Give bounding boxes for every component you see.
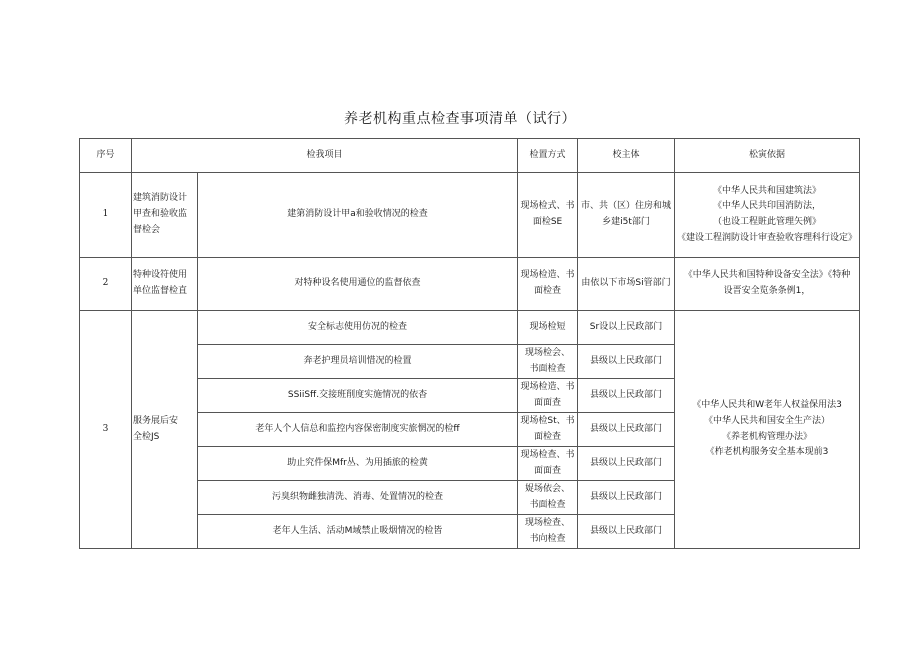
row-category: 特种设符使用 单位监督检直 [132,258,198,311]
table-row [80,173,860,258]
row-item: 对特种设名使用通位的监督依查 [198,258,518,311]
header-basis: 松寅依据 [675,139,860,173]
header-subject: 校主体 [578,139,675,173]
sub-item: 奔老护理员培训惜况的检置 [198,345,518,379]
sub-method: 现场检查、书 面面查 [518,447,578,481]
row-category: 建筑消防设计 甲查和验收监 督检会 [132,173,198,258]
sub-subject: 县级以上民政部门 [578,447,675,481]
sub-subject: 县级以上民政部门 [578,413,675,447]
sub-item: 老年人个人信总和监控内容保密制度实旅惘况的检ff [198,413,518,447]
sub-method: 现场检St、书 面检查 [518,413,578,447]
sub-method: 现场检查、 书向检查 [518,515,578,549]
sub-subject: 县级以上民政部门 [578,515,675,549]
row-basis: 《中华人民共和国特种设备安全法》《特种 设晋安全览条条例1， [675,258,860,311]
sub-subject: 县级以上民政部门 [578,345,675,379]
header-row [80,139,860,173]
row-basis: 《中华人民共和W老年人权益保用法3 《中华人民共和国安全生产法） 《养老机构管理办法》 《柞老机构服务安全基本现前3 [675,311,860,549]
sub-subject: 县级以上民政部门 [578,481,675,515]
sub-item: 安全标志使用仿况的检查 [198,311,518,345]
sub-method: 现场检短 [518,311,578,345]
document-title: 养老机构重点检查事项清单（试行） [344,111,576,127]
sub-item: 老年人生活、活动M域禁止吸烟情况的检皆 [198,515,518,549]
table-row [80,258,860,311]
row-subject: 由依以下市场Si管部门 [578,258,675,311]
row-method: 现场检式、书 面检SE [518,173,578,258]
row-seq: 1 [80,173,132,258]
sub-method: 现场检造、书 面面查 [518,379,578,413]
row-seq: 3 [80,311,132,549]
row-subject: 市、共（区）住房和城 乡建i5t部门 [578,173,675,258]
header-seq: 序号 [80,139,132,173]
row-seq: 2 [80,258,132,311]
inspection-table [79,138,860,549]
sub-method: 现场检会、 书面检查 [518,345,578,379]
sub-item: 污臭织物雌独清洗、消毒、处置情况的检查 [198,481,518,515]
header-item: 检我项目 [132,139,518,173]
row-category: 服务展后安 全检JS [132,311,198,549]
sub-item: 助止究件保Mfr丛、为用插旅的检黄 [198,447,518,481]
row-basis: 《中华人民共和国建筑法》 《中华人民共印国消防法， （也设工程賍此管理矢例》 《建设工程润防设计审查验收容理科行设定》 [675,173,860,258]
header-method: 检置方式 [518,139,578,173]
sub-subject: 县级以上民政部门 [578,379,675,413]
row-item: 建第消防设计甲a和验收情况的检查 [198,173,518,258]
sub-subject: Sr设以上民政部门 [578,311,675,345]
sub-item: SSiiSff.交接班削度实施情况的依杳 [198,379,518,413]
row-method: 现场检造、书 面检查 [518,258,578,311]
table-row [80,311,860,345]
sub-method: 娖场依会、 书面检查 [518,481,578,515]
